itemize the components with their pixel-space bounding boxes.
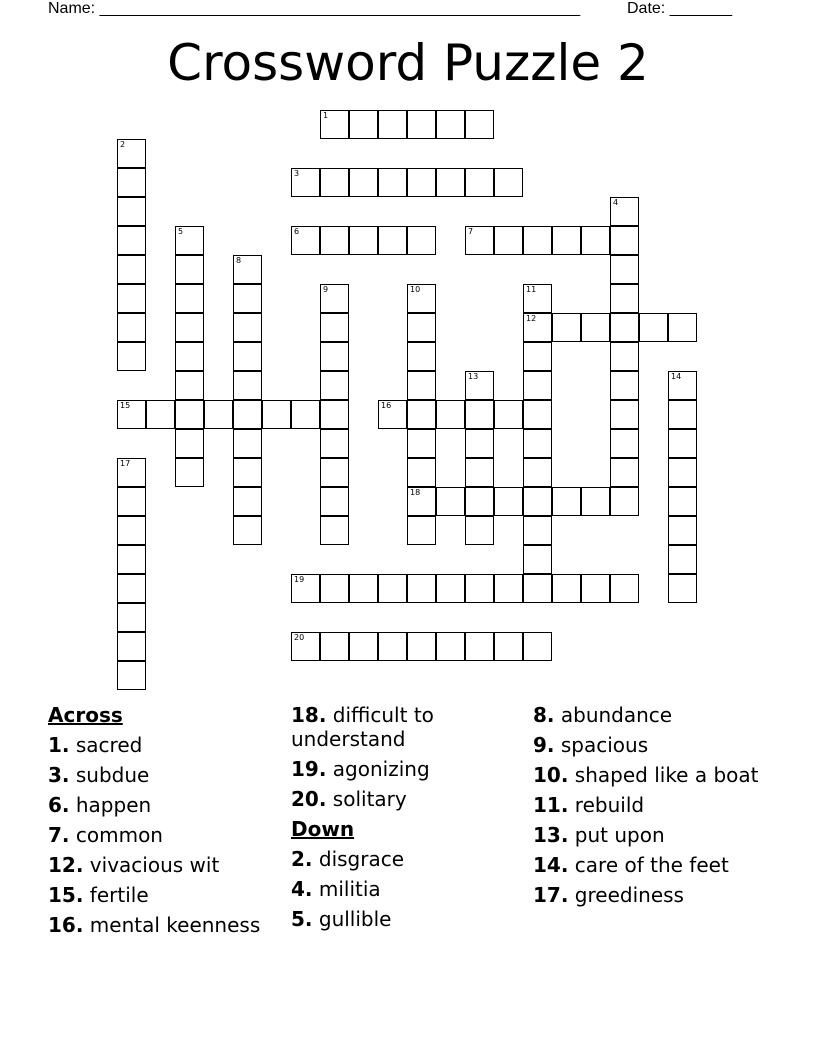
grid-cell[interactable] xyxy=(668,458,697,487)
clue-down-2: 2. disgrace xyxy=(291,847,405,871)
grid-cell[interactable] xyxy=(610,313,639,342)
cell-number: 6 xyxy=(294,227,300,236)
grid-cell[interactable] xyxy=(320,226,349,255)
clue-across-16: 16. mental keenness xyxy=(48,913,261,937)
grid-cell[interactable] xyxy=(378,168,407,197)
grid-cell[interactable] xyxy=(523,632,552,661)
grid-cell[interactable] xyxy=(320,458,349,487)
grid-cell[interactable] xyxy=(610,400,639,429)
grid-cell[interactable] xyxy=(407,632,436,661)
grid-cell[interactable] xyxy=(291,400,320,429)
grid-cell[interactable] xyxy=(523,545,552,574)
grid-cell[interactable] xyxy=(320,429,349,458)
grid-cell[interactable] xyxy=(407,487,436,516)
grid-cell[interactable] xyxy=(407,458,436,487)
date-field-label: Date: _______ xyxy=(627,0,732,17)
clue-across-15: 15. fertile xyxy=(48,883,149,907)
grid-cell[interactable] xyxy=(668,487,697,516)
clue-across-1: 1. sacred xyxy=(48,733,143,757)
cell-number: 3 xyxy=(294,169,300,178)
grid-cell[interactable] xyxy=(465,168,494,197)
grid-cell[interactable] xyxy=(523,458,552,487)
cell-number: 17 xyxy=(120,459,131,468)
clue-down-5: 5. gullible xyxy=(291,907,392,931)
clue-down-11: 11. rebuild xyxy=(533,793,645,817)
grid-cell[interactable] xyxy=(117,168,146,197)
across-heading: Across xyxy=(48,703,123,727)
grid-cell[interactable] xyxy=(407,342,436,371)
grid-cell[interactable] xyxy=(378,574,407,603)
grid-cell[interactable] xyxy=(494,400,523,429)
grid-cell[interactable] xyxy=(407,168,436,197)
grid-cell[interactable] xyxy=(581,487,610,516)
grid-cell[interactable] xyxy=(610,371,639,400)
cell-number: 14 xyxy=(671,372,682,381)
grid-cell[interactable] xyxy=(639,313,668,342)
clues-column-1 xyxy=(48,703,298,943)
grid-cell[interactable] xyxy=(523,313,552,342)
grid-cell[interactable] xyxy=(117,400,146,429)
grid-cell[interactable] xyxy=(465,574,494,603)
grid-cell[interactable] xyxy=(407,110,436,139)
name-field-label: Name: ______________________________________________________ xyxy=(48,0,581,17)
grid-cell[interactable] xyxy=(523,429,552,458)
grid-cell[interactable] xyxy=(320,487,349,516)
cell-number: 11 xyxy=(526,285,537,294)
grid-cell[interactable] xyxy=(436,110,465,139)
grid-cell[interactable] xyxy=(233,458,262,487)
grid-cell[interactable] xyxy=(320,516,349,545)
grid-cell[interactable] xyxy=(291,574,320,603)
grid-cell[interactable] xyxy=(465,110,494,139)
grid-cell[interactable] xyxy=(320,632,349,661)
grid-cell[interactable] xyxy=(117,661,146,690)
grid-cell[interactable] xyxy=(233,284,262,313)
grid-cell[interactable] xyxy=(320,574,349,603)
cell-number: 5 xyxy=(178,227,184,236)
grid-cell[interactable] xyxy=(552,574,581,603)
grid-cell[interactable] xyxy=(320,400,349,429)
grid-cell[interactable] xyxy=(581,574,610,603)
grid-cell[interactable] xyxy=(117,516,146,545)
grid-cell[interactable] xyxy=(233,371,262,400)
grid-cell[interactable] xyxy=(378,632,407,661)
grid-cell[interactable] xyxy=(378,226,407,255)
grid-cell[interactable] xyxy=(117,487,146,516)
clue-down-13: 13. put upon xyxy=(533,823,665,847)
grid-cell[interactable] xyxy=(610,197,639,226)
clue-down-8: 8. abundance xyxy=(533,703,673,727)
clue-down-9: 9. spacious xyxy=(533,733,649,757)
grid-cell[interactable] xyxy=(378,110,407,139)
clues-column-2 xyxy=(291,703,541,937)
grid-cell[interactable] xyxy=(117,342,146,371)
clue-across-7: 7. common xyxy=(48,823,163,847)
grid-cell[interactable] xyxy=(117,284,146,313)
grid-cell[interactable] xyxy=(523,574,552,603)
grid-cell[interactable] xyxy=(233,487,262,516)
clue-down-4: 4. militia xyxy=(291,877,381,901)
grid-cell[interactable] xyxy=(146,400,175,429)
grid-cell[interactable] xyxy=(581,226,610,255)
grid-cell[interactable] xyxy=(349,632,378,661)
grid-cell[interactable] xyxy=(407,284,436,313)
grid-cell[interactable] xyxy=(610,487,639,516)
grid-cell[interactable] xyxy=(494,574,523,603)
grid-cell[interactable] xyxy=(320,342,349,371)
cell-number: 15 xyxy=(120,401,131,410)
grid-cell[interactable] xyxy=(117,226,146,255)
grid-cell[interactable] xyxy=(320,284,349,313)
grid-cell[interactable] xyxy=(349,226,378,255)
grid-cell[interactable] xyxy=(407,226,436,255)
grid-cell[interactable] xyxy=(465,400,494,429)
grid-cell[interactable] xyxy=(262,400,291,429)
grid-cell[interactable] xyxy=(668,429,697,458)
grid-cell[interactable] xyxy=(523,516,552,545)
clue-across-6: 6. happen xyxy=(48,793,152,817)
cell-number: 8 xyxy=(236,256,242,265)
down-heading: Down xyxy=(291,817,355,841)
clue-across-18: 18. difficult to understand xyxy=(291,703,434,751)
grid-cell[interactable] xyxy=(552,313,581,342)
grid-cell[interactable] xyxy=(291,168,320,197)
cell-number: 4 xyxy=(613,198,619,207)
grid-cell[interactable] xyxy=(175,284,204,313)
grid-cell[interactable] xyxy=(668,574,697,603)
grid-cell[interactable] xyxy=(291,632,320,661)
grid-cell[interactable] xyxy=(320,168,349,197)
clue-down-17: 17. greediness xyxy=(533,883,684,907)
grid-cell[interactable] xyxy=(291,226,320,255)
clues-column-3 xyxy=(533,703,783,913)
grid-cell[interactable] xyxy=(407,516,436,545)
grid-cell[interactable] xyxy=(494,226,523,255)
grid-cell[interactable] xyxy=(552,487,581,516)
clue-down-14: 14. care of the feet xyxy=(533,853,729,877)
grid-cell[interactable] xyxy=(523,400,552,429)
cell-number: 12 xyxy=(526,314,537,323)
grid-cell[interactable] xyxy=(407,429,436,458)
grid-cell[interactable] xyxy=(552,226,581,255)
grid-cell[interactable] xyxy=(407,371,436,400)
grid-cell[interactable] xyxy=(349,168,378,197)
grid-cell[interactable] xyxy=(494,168,523,197)
cell-number: 19 xyxy=(294,575,305,584)
grid-cell[interactable] xyxy=(233,429,262,458)
grid-cell[interactable] xyxy=(523,284,552,313)
grid-cell[interactable] xyxy=(117,632,146,661)
grid-cell[interactable] xyxy=(610,429,639,458)
grid-cell[interactable] xyxy=(407,313,436,342)
grid-cell[interactable] xyxy=(117,458,146,487)
grid-cell[interactable] xyxy=(175,400,204,429)
grid-cell[interactable] xyxy=(175,371,204,400)
grid-cell[interactable] xyxy=(494,487,523,516)
grid-cell[interactable] xyxy=(175,342,204,371)
grid-cell[interactable] xyxy=(320,371,349,400)
grid-cell[interactable] xyxy=(117,603,146,632)
grid-cell[interactable] xyxy=(117,255,146,284)
grid-cell[interactable] xyxy=(349,110,378,139)
cell-number: 7 xyxy=(468,227,474,236)
grid-cell[interactable] xyxy=(117,197,146,226)
clue-across-3: 3. subdue xyxy=(48,763,150,787)
grid-cell[interactable] xyxy=(494,632,523,661)
grid-cell[interactable] xyxy=(233,342,262,371)
grid-cell[interactable] xyxy=(233,516,262,545)
grid-cell[interactable] xyxy=(378,400,407,429)
grid-cell[interactable] xyxy=(465,429,494,458)
grid-cell[interactable] xyxy=(320,313,349,342)
grid-cell[interactable] xyxy=(436,632,465,661)
grid-cell[interactable] xyxy=(610,226,639,255)
grid-cell[interactable] xyxy=(233,255,262,284)
grid-cell[interactable] xyxy=(523,487,552,516)
grid-cell[interactable] xyxy=(610,284,639,313)
cell-number: 18 xyxy=(410,488,421,497)
cell-number: 2 xyxy=(120,140,126,149)
grid-cell[interactable] xyxy=(610,574,639,603)
grid-cell[interactable] xyxy=(523,226,552,255)
grid-cell[interactable] xyxy=(175,313,204,342)
grid-cell[interactable] xyxy=(668,400,697,429)
grid-cell[interactable] xyxy=(175,429,204,458)
clue-across-19: 19. agonizing xyxy=(291,757,430,781)
cell-number: 9 xyxy=(323,285,329,294)
grid-cell[interactable] xyxy=(610,458,639,487)
grid-cell[interactable] xyxy=(465,632,494,661)
grid-cell[interactable] xyxy=(117,139,146,168)
grid-cell[interactable] xyxy=(407,574,436,603)
cell-number: 10 xyxy=(410,285,421,294)
grid-cell[interactable] xyxy=(465,487,494,516)
grid-cell[interactable] xyxy=(668,545,697,574)
grid-cell[interactable] xyxy=(668,313,697,342)
grid-cell[interactable] xyxy=(436,168,465,197)
grid-cell[interactable] xyxy=(436,574,465,603)
cell-number: 16 xyxy=(381,401,392,410)
grid-cell[interactable] xyxy=(117,313,146,342)
grid-cell[interactable] xyxy=(523,371,552,400)
grid-cell[interactable] xyxy=(465,226,494,255)
grid-cell[interactable] xyxy=(175,458,204,487)
grid-cell[interactable] xyxy=(436,487,465,516)
grid-cell[interactable] xyxy=(204,400,233,429)
grid-cell[interactable] xyxy=(407,400,436,429)
grid-cell[interactable] xyxy=(610,255,639,284)
cell-number: 20 xyxy=(294,633,305,642)
grid-cell[interactable] xyxy=(668,371,697,400)
grid-cell[interactable] xyxy=(233,400,262,429)
clue-across-20: 20. solitary xyxy=(291,787,407,811)
grid-cell[interactable] xyxy=(349,574,378,603)
grid-cell[interactable] xyxy=(465,516,494,545)
clue-down-10: 10. shaped like a boat xyxy=(533,763,759,787)
grid-cell[interactable] xyxy=(117,545,146,574)
cell-number: 13 xyxy=(468,372,479,381)
grid-cell[interactable] xyxy=(117,574,146,603)
grid-cell[interactable] xyxy=(610,342,639,371)
grid-cell[interactable] xyxy=(436,400,465,429)
grid-cell[interactable] xyxy=(668,516,697,545)
grid-cell[interactable] xyxy=(465,371,494,400)
page-title: Crossword Puzzle 2 xyxy=(167,34,649,92)
grid-cell[interactable] xyxy=(465,458,494,487)
grid-cell[interactable] xyxy=(175,226,204,255)
cell-number: 1 xyxy=(323,111,329,120)
grid-cell[interactable] xyxy=(175,255,204,284)
grid-cell[interactable] xyxy=(320,110,349,139)
grid-cell[interactable] xyxy=(581,313,610,342)
clue-across-12: 12. vivacious wit xyxy=(48,853,220,877)
grid-cell[interactable] xyxy=(523,342,552,371)
grid-cell[interactable] xyxy=(233,313,262,342)
